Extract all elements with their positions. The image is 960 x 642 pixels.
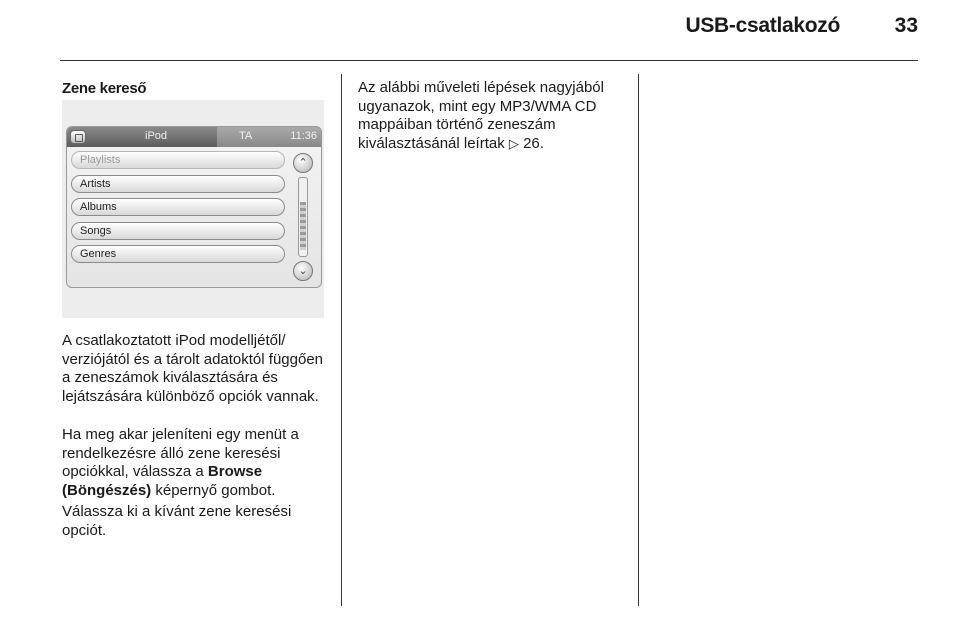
header-title: USB-csatlakozó — [685, 14, 840, 37]
home-icon[interactable] — [70, 130, 86, 144]
scrollbar-track[interactable] — [298, 177, 308, 257]
scrollbar-thumb[interactable] — [300, 202, 306, 250]
screen-title-time: 11:36 — [290, 130, 317, 142]
list-item-albums[interactable]: Albums — [71, 198, 285, 216]
chevron-down-icon[interactable]: ⌄ — [293, 261, 313, 281]
section-heading: Zene kereső — [62, 80, 147, 97]
paragraph-browse-end: képernyő gombot. — [151, 481, 276, 499]
list-item-playlists[interactable]: Playlists — [71, 151, 285, 169]
column-divider-right — [638, 74, 639, 606]
display-screen — [66, 126, 322, 288]
reference-page-number[interactable]: 26 — [523, 134, 540, 152]
chevron-up-icon[interactable]: ⌃ — [293, 153, 313, 173]
paragraph-steps-text: Az alábbi műveleti lépések nagyjából ugyanazok, mint egy MP3/WMA CD mappáiban történő zeneszám kiválasztásánál leírtak — [358, 79, 604, 152]
paragraph-steps — [358, 79, 630, 153]
column-divider-left — [341, 74, 342, 606]
ipod-screen-illustration — [62, 100, 324, 318]
list-item-songs[interactable]: Songs — [71, 222, 285, 240]
browse-button-label: Browse (Böngészés) — [62, 463, 263, 499]
list-item-artists[interactable]: Artists — [71, 175, 285, 193]
screen-title-source: iPod — [145, 130, 168, 142]
page-number: 33 — [894, 14, 918, 37]
header-rule — [60, 60, 918, 61]
screen-title-bar — [67, 127, 321, 147]
list-item-genres[interactable]: Genres — [71, 245, 285, 263]
paragraph-intro: A csatlakoztatott iPod modelljétől/ verziójától és a tárolt adatoktól függően a zeneszámok kiválasztására és lejátszására különböző opciók vannak. — [62, 332, 323, 405]
screen-title-ta: TA — [239, 130, 253, 142]
paragraph-browse — [62, 426, 334, 500]
menu-list — [71, 151, 285, 269]
paragraph-select: Válassza ki a kívánt zene keresési opciót. — [62, 503, 292, 539]
paragraph-steps-end: . — [539, 134, 544, 152]
page-reference-icon: ▷ — [508, 135, 519, 151]
paragraph-browse-text: Ha meg akar jeleníteni egy menüt a rendelkezésre álló zene keresési opciókkal, válassza a — [62, 426, 299, 480]
